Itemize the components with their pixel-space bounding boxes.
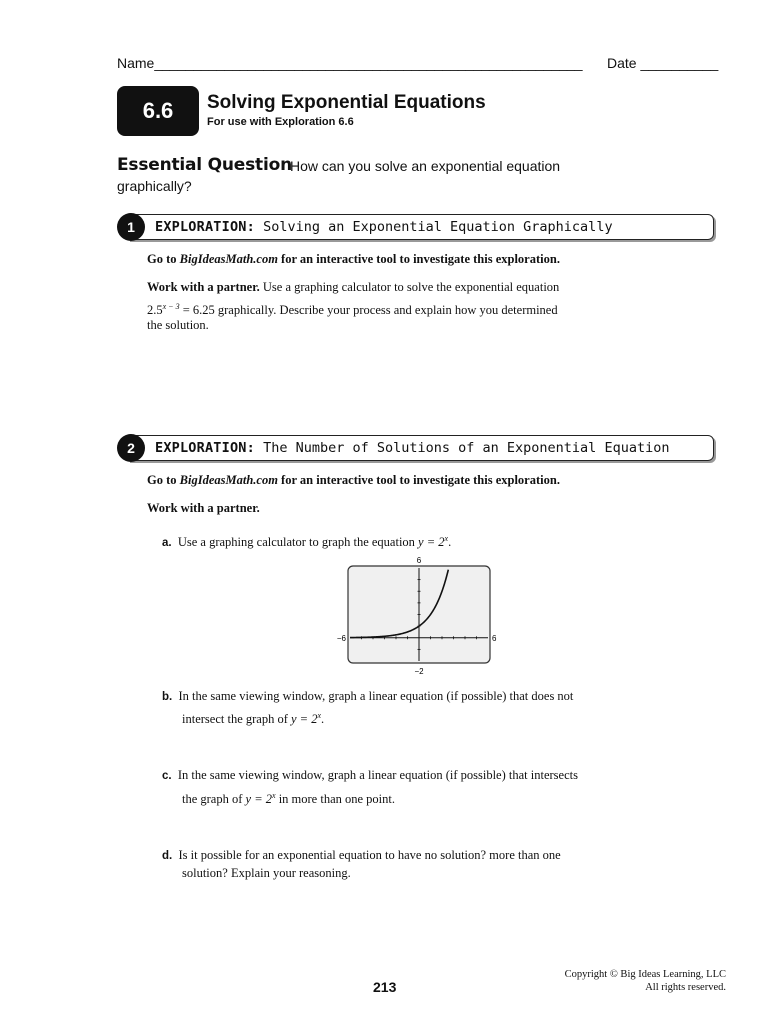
item-b-line2 xyxy=(182,706,324,729)
exploration-1-instruction-line3: the solution. xyxy=(147,318,209,332)
exploration-1-title-text: Solving an Exponential Equation Graphically xyxy=(263,219,613,235)
item-b-text-continued: intersect the graph of xyxy=(182,712,288,727)
page-number: 213 xyxy=(373,979,397,995)
item-a xyxy=(162,529,451,553)
goto-prefix: Go to xyxy=(147,473,177,487)
graphing-calculator-screen xyxy=(336,553,500,677)
goto-suffix: for an interactive tool to investigate this exploration. xyxy=(281,473,560,487)
exploration-2-goto xyxy=(147,471,560,490)
item-d-line1 xyxy=(162,846,561,866)
exploration-1-goto xyxy=(147,250,560,269)
exploration-2-label: EXPLORATION: xyxy=(155,440,255,456)
essential-question-text: How can you solve an exponential equation xyxy=(290,158,561,174)
date-field[interactable]: Date __________ xyxy=(607,55,719,71)
name-field[interactable]: Name_______________________________________________________ xyxy=(117,55,583,71)
item-c-letter: c. xyxy=(162,770,172,782)
section-number-badge: 6.6 xyxy=(117,86,199,136)
item-d-line2: solution? Explain your reasoning. xyxy=(182,866,351,880)
item-a-end: . xyxy=(448,535,452,550)
x-min-tick-label: −6 xyxy=(336,633,346,643)
exploration-1-title xyxy=(155,219,613,235)
exploration-2-title-text: The Number of Solutions of an Exponential Equation xyxy=(263,440,670,456)
copyright-notice xyxy=(540,968,726,994)
goto-suffix: for an interactive tool to investigate this exploration. xyxy=(281,252,560,266)
exploration-2-title xyxy=(155,440,669,456)
item-c-line1 xyxy=(162,766,578,786)
eq-exponent: x − 3 xyxy=(162,302,180,311)
lesson-subtitle: For use with Exploration 6.6 xyxy=(207,116,354,128)
item-b-letter: b. xyxy=(162,691,173,703)
item-a-letter: a. xyxy=(162,537,172,550)
instruction-text: Use a graphing calculator to solve the exponential equation xyxy=(262,280,560,294)
item-b-end: . xyxy=(321,712,325,727)
item-d-text: Is it possible for an exponential equation to have no solution? more than one xyxy=(178,848,561,862)
exploration-1-label: EXPLORATION: xyxy=(155,219,255,235)
copyright-line1: Copyright © Big Ideas Learning, LLC xyxy=(564,969,726,980)
item-a-equation: y = 2 xyxy=(418,535,445,550)
exploration-1-instruction-line1 xyxy=(147,278,559,297)
eq-rest: = 6.25 xyxy=(179,303,215,318)
item-c-equation: y = 2 xyxy=(245,792,273,807)
x-max-tick-label: 6 xyxy=(492,633,497,643)
item-c-text: In the same viewing window, graph a linear equation (if possible) that intersects xyxy=(177,768,578,782)
item-c-text-continued: the graph of xyxy=(182,792,243,807)
item-c-end: in more than one point. xyxy=(278,792,395,807)
partner-label: Work with a partner. xyxy=(147,280,260,294)
item-b-text: In the same viewing window, graph a linear equation (if possible) that does not xyxy=(178,689,574,703)
copyright-line2: All rights reserved. xyxy=(645,982,726,993)
item-b-exponent: x xyxy=(317,711,322,720)
goto-site-link[interactable]: BigIdeasMath.com xyxy=(179,473,278,487)
exploration-2-partner-label: Work with a partner. xyxy=(147,501,260,515)
goto-prefix: Go to xyxy=(147,252,177,266)
item-c-line2 xyxy=(182,786,395,809)
item-c-exponent: x xyxy=(272,791,276,800)
goto-site-link[interactable]: BigIdeasMath.com xyxy=(179,252,278,266)
y-max-tick-label: 6 xyxy=(416,556,422,565)
item-d-letter: d. xyxy=(162,850,173,862)
essential-question-text-continued: graphically? xyxy=(117,178,192,194)
instruction-text-continued: graphically. Describe your process and explain how you determined xyxy=(217,303,558,318)
lesson-title: Solving Exponential Equations xyxy=(207,92,486,113)
item-a-exponent: x xyxy=(444,534,449,543)
eq-base: 2.5 xyxy=(147,303,163,318)
exploration-2-number: 2 xyxy=(117,434,145,462)
y-min-tick-label: −2 xyxy=(414,667,424,676)
item-b-line1 xyxy=(162,687,573,707)
essential-question-label: Essential Question xyxy=(117,155,292,175)
item-b-equation: y = 2 xyxy=(290,712,318,727)
item-a-text: Use a graphing calculator to graph the equation xyxy=(177,535,415,550)
exploration-1-number: 1 xyxy=(117,213,145,241)
